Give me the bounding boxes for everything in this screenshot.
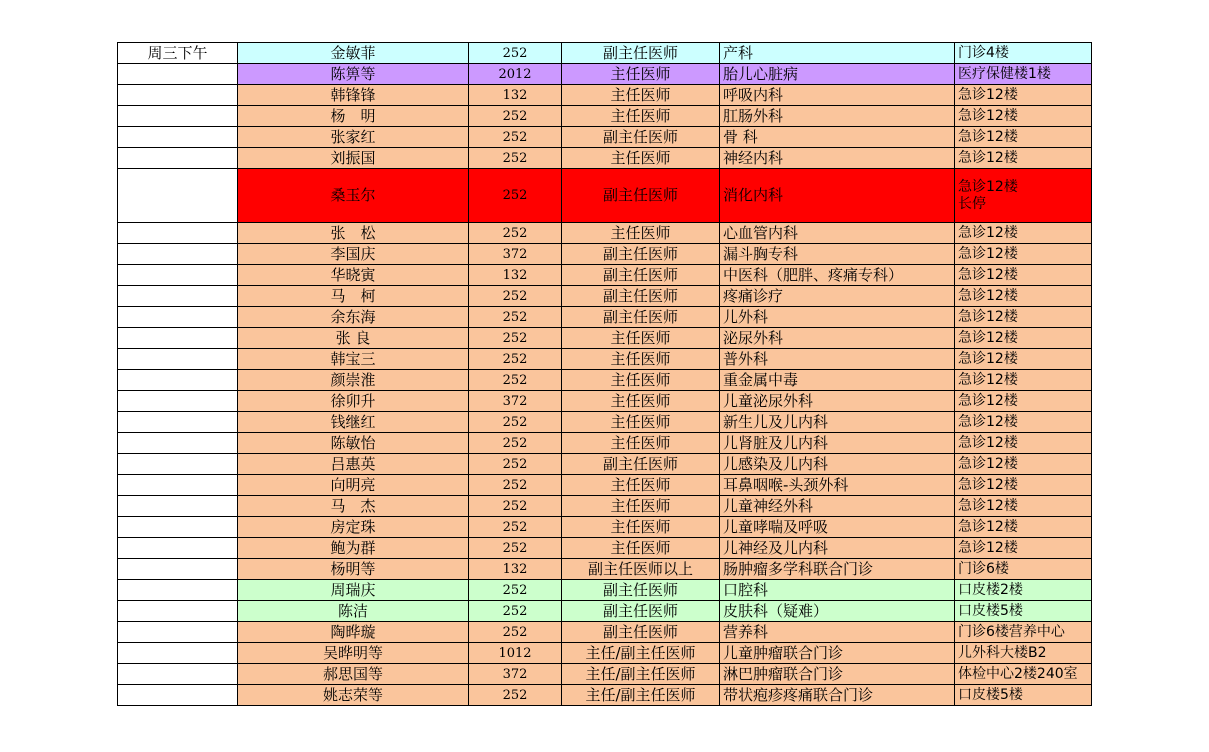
department-cell[interactable]: 营养科 <box>720 622 955 643</box>
doctor-name-cell[interactable]: 向明亮 <box>238 475 469 496</box>
schedule-table <box>117 42 1092 706</box>
table-row <box>118 643 1092 664</box>
day-cell[interactable] <box>118 307 238 328</box>
fee-cell[interactable]: 372 <box>469 664 562 685</box>
location-line: 急诊12楼 <box>958 455 1018 472</box>
day-cell[interactable] <box>118 328 238 349</box>
title-cell[interactable]: 主任/副主任医师 <box>562 664 720 685</box>
day-cell[interactable] <box>118 538 238 559</box>
fee-cell[interactable]: 252 <box>469 601 562 622</box>
doctor-name-cell[interactable]: 吕惠英 <box>238 454 469 475</box>
department-cell[interactable]: 耳鼻咽喉-头颈外科 <box>720 475 955 496</box>
location-line: 医疗保健楼1楼 <box>958 65 1051 82</box>
title-cell[interactable]: 主任医师 <box>562 475 720 496</box>
title-cell[interactable]: 主任医师 <box>562 370 720 391</box>
location-cell[interactable] <box>955 559 1092 580</box>
location-line: 急诊12楼 <box>958 224 1018 241</box>
fee-cell[interactable]: 252 <box>469 685 562 706</box>
location-cell[interactable] <box>955 433 1092 454</box>
day-cell[interactable] <box>118 169 238 223</box>
doctor-name-cell[interactable]: 杨明等 <box>238 559 469 580</box>
location-line: 急诊12楼 <box>958 434 1018 451</box>
doctor-name-cell[interactable]: 华晓寅 <box>238 265 469 286</box>
fee-cell[interactable]: 252 <box>469 106 562 127</box>
day-cell[interactable] <box>118 622 238 643</box>
location-line: 急诊12楼 <box>958 371 1018 388</box>
department-cell[interactable]: 皮肤科（疑难） <box>720 601 955 622</box>
location-line: 急诊12楼 <box>958 86 1018 103</box>
doctor-name-cell[interactable]: 张 松 <box>238 223 469 244</box>
title-cell[interactable]: 副主任医师 <box>562 244 720 265</box>
location-line: 儿外科大楼B2 <box>958 644 1047 661</box>
location-cell[interactable] <box>955 244 1092 265</box>
department-cell[interactable]: 产科 <box>720 43 955 64</box>
doctor-name-cell[interactable]: 陶晔璇 <box>238 622 469 643</box>
location-line: 急诊12楼 <box>958 476 1018 493</box>
location-line: 长停 <box>958 195 986 212</box>
fee-cell[interactable]: 252 <box>469 580 562 601</box>
location-line: 急诊12楼 <box>958 266 1018 283</box>
location-cell[interactable] <box>955 43 1092 64</box>
department-cell[interactable]: 儿童哮喘及呼吸 <box>720 517 955 538</box>
day-cell[interactable] <box>118 85 238 106</box>
day-cell[interactable] <box>118 148 238 169</box>
table-row <box>118 559 1092 580</box>
day-cell[interactable] <box>118 64 238 85</box>
location-line: 急诊12楼 <box>958 128 1018 145</box>
location-cell[interactable] <box>955 496 1092 517</box>
location-cell[interactable] <box>955 454 1092 475</box>
location-line: 急诊12楼 <box>958 178 1018 195</box>
department-cell[interactable]: 中医科（肥胖、疼痛专科） <box>720 265 955 286</box>
doctor-name-cell[interactable]: 张 良 <box>238 328 469 349</box>
title-cell[interactable]: 副主任医师 <box>562 169 720 223</box>
location-cell[interactable] <box>955 307 1092 328</box>
doctor-name-cell[interactable]: 徐卯升 <box>238 391 469 412</box>
table-row <box>118 496 1092 517</box>
fee-cell[interactable]: 132 <box>469 559 562 580</box>
department-cell[interactable]: 泌尿外科 <box>720 328 955 349</box>
location-line: 口皮楼2楼 <box>958 581 1023 598</box>
location-cell[interactable] <box>955 286 1092 307</box>
location-cell[interactable] <box>955 517 1092 538</box>
doctor-name-cell[interactable]: 陈敏怡 <box>238 433 469 454</box>
department-cell[interactable]: 心血管内科 <box>720 223 955 244</box>
department-cell[interactable]: 儿神经及儿内科 <box>720 538 955 559</box>
table-row <box>118 307 1092 328</box>
title-cell[interactable]: 主任医师 <box>562 496 720 517</box>
doctor-name-cell[interactable]: 陈洁 <box>238 601 469 622</box>
title-cell[interactable]: 主任医师 <box>562 223 720 244</box>
table-row <box>118 244 1092 265</box>
location-cell[interactable] <box>955 664 1092 685</box>
location-cell[interactable] <box>955 370 1092 391</box>
department-cell[interactable]: 神经内科 <box>720 148 955 169</box>
department-cell[interactable]: 呼吸内科 <box>720 85 955 106</box>
fee-cell[interactable]: 372 <box>469 244 562 265</box>
day-label-cell[interactable]: 周三下午 <box>118 43 238 64</box>
location-line: 急诊12楼 <box>958 392 1018 409</box>
table-row <box>118 685 1092 706</box>
day-cell[interactable] <box>118 685 238 706</box>
fee-cell[interactable]: 132 <box>469 265 562 286</box>
location-line: 急诊12楼 <box>958 308 1018 325</box>
day-cell[interactable] <box>118 223 238 244</box>
day-cell[interactable] <box>118 475 238 496</box>
location-cell[interactable] <box>955 685 1092 706</box>
location-line: 口皮楼5楼 <box>958 686 1023 703</box>
table-row <box>118 286 1092 307</box>
table-row <box>118 601 1092 622</box>
doctor-name-cell[interactable]: 郝思国等 <box>238 664 469 685</box>
table-row <box>118 127 1092 148</box>
fee-cell[interactable]: 252 <box>469 43 562 64</box>
doctor-name-cell[interactable]: 李国庆 <box>238 244 469 265</box>
doctor-name-cell[interactable]: 张家红 <box>238 127 469 148</box>
day-cell[interactable] <box>118 412 238 433</box>
doctor-name-cell[interactable]: 韩锋锋 <box>238 85 469 106</box>
table-row <box>118 454 1092 475</box>
doctor-name-cell[interactable]: 刘振国 <box>238 148 469 169</box>
location-cell[interactable] <box>955 475 1092 496</box>
doctor-name-cell[interactable]: 鲍为群 <box>238 538 469 559</box>
title-cell[interactable]: 副主任医师 <box>562 454 720 475</box>
department-cell[interactable]: 肛肠外科 <box>720 106 955 127</box>
location-line: 口皮楼5楼 <box>958 602 1023 619</box>
department-cell[interactable]: 普外科 <box>720 349 955 370</box>
fee-cell[interactable]: 252 <box>469 127 562 148</box>
location-cell[interactable] <box>955 127 1092 148</box>
table-row <box>118 412 1092 433</box>
doctor-name-cell[interactable]: 马 杰 <box>238 496 469 517</box>
title-cell[interactable]: 主任医师 <box>562 538 720 559</box>
department-cell[interactable]: 儿外科 <box>720 307 955 328</box>
fee-cell[interactable]: 252 <box>469 538 562 559</box>
location-line: 急诊12楼 <box>958 149 1018 166</box>
day-cell[interactable] <box>118 244 238 265</box>
table-row <box>118 43 1092 64</box>
doctor-name-cell[interactable]: 杨 明 <box>238 106 469 127</box>
location-cell[interactable] <box>955 328 1092 349</box>
day-cell[interactable] <box>118 349 238 370</box>
location-cell[interactable] <box>955 106 1092 127</box>
location-line: 急诊12楼 <box>958 350 1018 367</box>
doctor-name-cell[interactable]: 桑玉尔 <box>238 169 469 223</box>
doctor-name-cell[interactable]: 韩宝三 <box>238 349 469 370</box>
title-cell[interactable]: 主任医师 <box>562 412 720 433</box>
fee-cell[interactable]: 252 <box>469 370 562 391</box>
location-line: 体检中心2楼240室 <box>958 665 1078 682</box>
location-cell[interactable] <box>955 265 1092 286</box>
doctor-name-cell[interactable]: 马 柯 <box>238 286 469 307</box>
table-row <box>118 223 1092 244</box>
fee-cell[interactable]: 252 <box>469 517 562 538</box>
doctor-name-cell[interactable]: 姚志荣等 <box>238 685 469 706</box>
department-cell[interactable]: 消化内科 <box>720 169 955 223</box>
table-row <box>118 148 1092 169</box>
table-row <box>118 475 1092 496</box>
day-cell[interactable] <box>118 643 238 664</box>
title-cell[interactable]: 主任医师 <box>562 349 720 370</box>
title-cell[interactable]: 主任医师 <box>562 391 720 412</box>
day-cell[interactable] <box>118 433 238 454</box>
fee-cell[interactable]: 372 <box>469 391 562 412</box>
table-row <box>118 538 1092 559</box>
table-row <box>118 622 1092 643</box>
department-cell[interactable]: 儿童泌尿外科 <box>720 391 955 412</box>
department-cell[interactable]: 儿感染及儿内科 <box>720 454 955 475</box>
schedule-body <box>118 43 1092 706</box>
location-line: 急诊12楼 <box>958 539 1018 556</box>
location-cell[interactable] <box>955 85 1092 106</box>
title-cell[interactable]: 主任医师 <box>562 433 720 454</box>
day-cell[interactable] <box>118 601 238 622</box>
fee-cell[interactable]: 252 <box>469 328 562 349</box>
title-cell[interactable]: 副主任医师 <box>562 127 720 148</box>
doctor-name-cell[interactable]: 周瑞庆 <box>238 580 469 601</box>
department-cell[interactable]: 新生儿及儿内科 <box>720 412 955 433</box>
table-row <box>118 265 1092 286</box>
department-cell[interactable]: 肠肿瘤多学科联合门诊 <box>720 559 955 580</box>
department-cell[interactable]: 儿童神经外科 <box>720 496 955 517</box>
location-cell[interactable] <box>955 601 1092 622</box>
fee-cell[interactable]: 252 <box>469 433 562 454</box>
location-cell[interactable] <box>955 622 1092 643</box>
department-cell[interactable]: 疼痛诊疗 <box>720 286 955 307</box>
table-row <box>118 349 1092 370</box>
title-cell[interactable]: 副主任医师 <box>562 601 720 622</box>
location-line: 急诊12楼 <box>958 245 1018 262</box>
fee-cell[interactable]: 252 <box>469 622 562 643</box>
table-row <box>118 433 1092 454</box>
title-cell[interactable]: 主任/副主任医师 <box>562 643 720 664</box>
day-cell[interactable] <box>118 559 238 580</box>
fee-cell[interactable]: 2012 <box>469 64 562 85</box>
table-row <box>118 64 1092 85</box>
table-row <box>118 85 1092 106</box>
fee-cell[interactable]: 252 <box>469 148 562 169</box>
fee-cell[interactable]: 252 <box>469 286 562 307</box>
doctor-name-cell[interactable]: 金敏菲 <box>238 43 469 64</box>
location-cell[interactable] <box>955 148 1092 169</box>
location-cell[interactable] <box>955 391 1092 412</box>
doctor-name-cell[interactable]: 陈箅等 <box>238 64 469 85</box>
location-cell[interactable] <box>955 580 1092 601</box>
location-line: 急诊12楼 <box>958 497 1018 514</box>
title-cell[interactable]: 副主任医师 <box>562 622 720 643</box>
department-cell[interactable]: 胎儿心脏病 <box>720 64 955 85</box>
department-cell[interactable]: 儿童肿瘤联合门诊 <box>720 643 955 664</box>
location-cell[interactable] <box>955 643 1092 664</box>
department-cell[interactable]: 漏斗胸专科 <box>720 244 955 265</box>
fee-cell[interactable]: 252 <box>469 454 562 475</box>
department-cell[interactable]: 重金属中毒 <box>720 370 955 391</box>
fee-cell[interactable]: 252 <box>469 496 562 517</box>
doctor-name-cell[interactable]: 吴晔明等 <box>238 643 469 664</box>
location-cell[interactable] <box>955 538 1092 559</box>
table-row <box>118 517 1092 538</box>
title-cell[interactable]: 副主任医师 <box>562 307 720 328</box>
title-cell[interactable]: 主任医师 <box>562 328 720 349</box>
fee-cell[interactable]: 252 <box>469 223 562 244</box>
location-line: 急诊12楼 <box>958 413 1018 430</box>
location-line: 急诊12楼 <box>958 287 1018 304</box>
location-cell[interactable] <box>955 349 1092 370</box>
title-cell[interactable]: 副主任医师以上 <box>562 559 720 580</box>
title-cell[interactable]: 副主任医师 <box>562 286 720 307</box>
day-cell[interactable] <box>118 370 238 391</box>
day-cell[interactable] <box>118 580 238 601</box>
title-cell[interactable]: 主任医师 <box>562 64 720 85</box>
day-cell[interactable] <box>118 265 238 286</box>
department-cell[interactable]: 儿肾脏及儿内科 <box>720 433 955 454</box>
day-cell[interactable] <box>118 517 238 538</box>
fee-cell[interactable]: 252 <box>469 307 562 328</box>
table-row <box>118 580 1092 601</box>
doctor-name-cell[interactable]: 房定珠 <box>238 517 469 538</box>
title-cell[interactable]: 副主任医师 <box>562 580 720 601</box>
fee-cell[interactable]: 252 <box>469 475 562 496</box>
day-cell[interactable] <box>118 391 238 412</box>
department-cell[interactable]: 淋巴肿瘤联合门诊 <box>720 664 955 685</box>
title-cell[interactable]: 副主任医师 <box>562 43 720 64</box>
department-cell[interactable]: 口腔科 <box>720 580 955 601</box>
title-cell[interactable]: 副主任医师 <box>562 265 720 286</box>
fee-cell[interactable]: 252 <box>469 169 562 223</box>
fee-cell[interactable]: 252 <box>469 349 562 370</box>
location-line: 急诊12楼 <box>958 107 1018 124</box>
day-cell[interactable] <box>118 664 238 685</box>
doctor-name-cell[interactable]: 钱继红 <box>238 412 469 433</box>
title-cell[interactable]: 主任医师 <box>562 148 720 169</box>
location-line: 急诊12楼 <box>958 329 1018 346</box>
location-line: 急诊12楼 <box>958 518 1018 535</box>
location-cell[interactable] <box>955 223 1092 244</box>
day-cell[interactable] <box>118 454 238 475</box>
location-line: 门诊6楼营养中心 <box>958 623 1065 640</box>
day-cell[interactable] <box>118 496 238 517</box>
table-row <box>118 169 1092 223</box>
fee-cell[interactable]: 1012 <box>469 643 562 664</box>
title-cell[interactable]: 主任医师 <box>562 517 720 538</box>
table-row <box>118 328 1092 349</box>
title-cell[interactable]: 主任/副主任医师 <box>562 685 720 706</box>
table-row <box>118 664 1092 685</box>
location-cell[interactable] <box>955 169 1092 223</box>
fee-cell[interactable]: 132 <box>469 85 562 106</box>
day-cell[interactable] <box>118 106 238 127</box>
fee-cell[interactable]: 252 <box>469 412 562 433</box>
table-row <box>118 391 1092 412</box>
title-cell[interactable]: 主任医师 <box>562 85 720 106</box>
title-cell[interactable]: 主任医师 <box>562 106 720 127</box>
table-row <box>118 106 1092 127</box>
location-cell[interactable] <box>955 64 1092 85</box>
department-cell[interactable]: 带状疱疹疼痛联合门诊 <box>720 685 955 706</box>
location-cell[interactable] <box>955 412 1092 433</box>
location-line: 门诊6楼 <box>958 560 1009 577</box>
table-row <box>118 370 1092 391</box>
day-cell[interactable] <box>118 127 238 148</box>
day-cell[interactable] <box>118 286 238 307</box>
doctor-name-cell[interactable]: 颜崇淮 <box>238 370 469 391</box>
doctor-name-cell[interactable]: 余东海 <box>238 307 469 328</box>
department-cell[interactable]: 骨 科 <box>720 127 955 148</box>
location-line: 门诊4楼 <box>958 44 1009 61</box>
